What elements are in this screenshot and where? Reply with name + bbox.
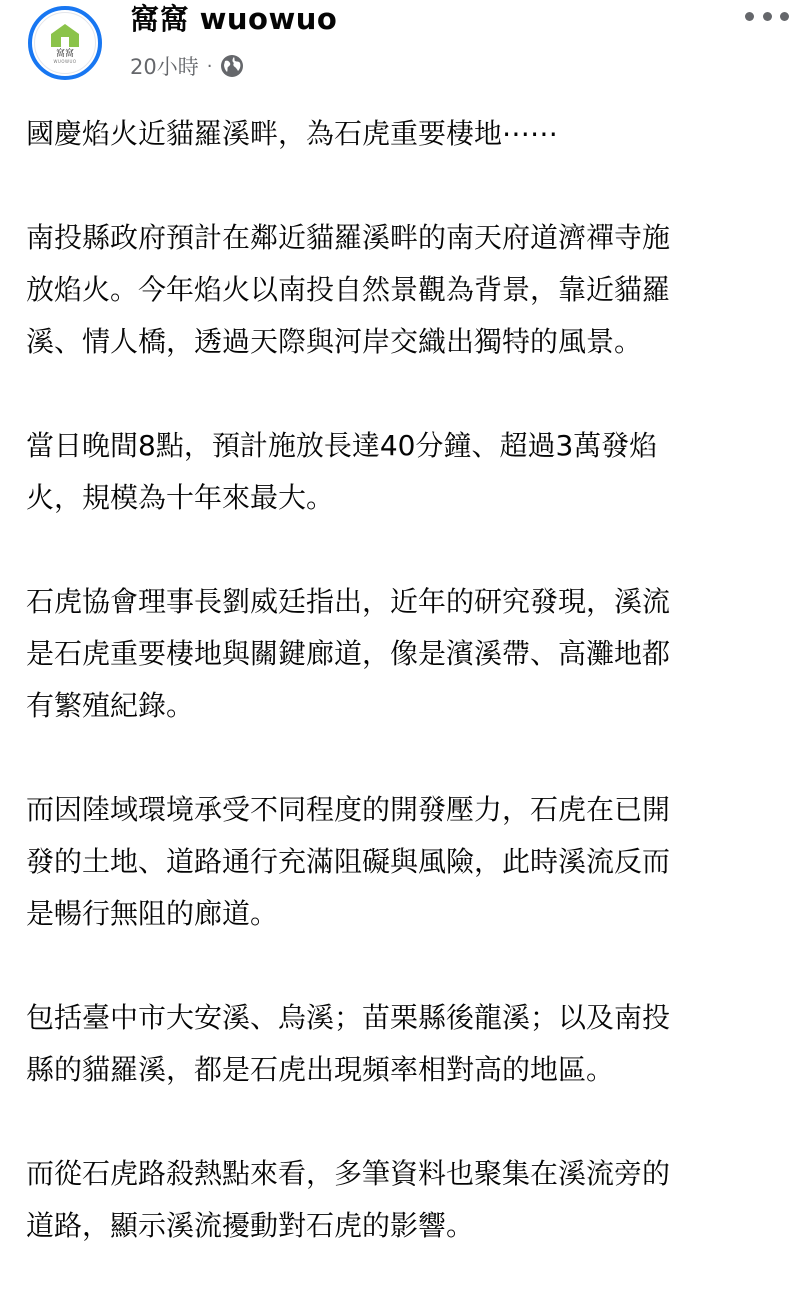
paragraph-line: 火，規模為十年來最大。: [26, 481, 335, 514]
post-timestamp-link[interactable]: 20小時: [130, 55, 199, 79]
post-paragraph: [26, 576, 786, 732]
meta-separator: ·: [206, 55, 213, 77]
globe-icon[interactable]: [220, 54, 244, 78]
paragraph-line: 包括臺中市大安溪、烏溪；苗栗縣後龍溪；以及南投: [26, 1001, 671, 1034]
more-dot: [763, 12, 772, 21]
paragraph-line: 放焰火。今年焰火以南投自然景觀為背景，靠近貓羅: [26, 273, 671, 306]
post-paragraph: [26, 212, 786, 368]
paragraph-line: 縣的貓羅溪，都是石虎出現頻率相對高的地區。: [26, 1053, 615, 1086]
paragraph-line: 而從石虎路殺熱點來看，多筆資料也聚集在溪流旁的: [26, 1157, 671, 1190]
page-avatar[interactable]: [28, 6, 102, 80]
post-paragraph: [26, 1148, 786, 1252]
house-logo-icon: [48, 22, 82, 48]
paragraph-line: 有繁殖紀錄。: [26, 689, 195, 722]
post-body: [26, 108, 786, 1304]
more-dot: [745, 12, 754, 21]
post-header: [0, 0, 811, 100]
avatar-logo-text: 窩窩: [55, 49, 74, 59]
paragraph-line: 而因陸域環境承受不同程度的開發壓力，石虎在已開: [26, 793, 671, 826]
post-meta: [130, 50, 244, 82]
avatar-logo-subtext: WUOWUO: [53, 59, 77, 64]
more-options-icon[interactable]: [745, 2, 789, 30]
post-paragraph: [26, 420, 786, 524]
paragraph-line: 是石虎重要棲地與關鍵廊道，像是濱溪帶、高灘地都: [26, 637, 671, 670]
paragraph-line: 是暢行無阻的廊道。: [26, 897, 279, 930]
paragraph-line: 南投縣政府預計在鄰近貓羅溪畔的南天府道濟禪寺施: [26, 221, 671, 254]
post-paragraph: [26, 784, 786, 940]
paragraph-line: 當日晚間8點，預計施放長達40分鐘、超過3萬發焰: [26, 429, 658, 462]
page-name-link[interactable]: 窩窩 wuowuo: [130, 2, 338, 36]
paragraph-line: 發的土地、道路通行充滿阻礙與風險，此時溪流反而: [26, 845, 671, 878]
avatar-logo: [34, 12, 96, 74]
more-dot: [780, 12, 789, 21]
paragraph-line: 國慶焰火近貓羅溪畔，為石虎重要棲地⋯⋯: [26, 117, 559, 150]
post-paragraph: [26, 108, 786, 160]
post-paragraph: [26, 992, 786, 1096]
paragraph-line: 石虎協會理事長劉威廷指出，近年的研究發現，溪流: [26, 585, 671, 618]
paragraph-line: 溪、情人橋，透過天際與河岸交織出獨特的風景。: [26, 325, 643, 358]
paragraph-line: 道路，顯示溪流擾動對石虎的影響。: [26, 1209, 475, 1242]
